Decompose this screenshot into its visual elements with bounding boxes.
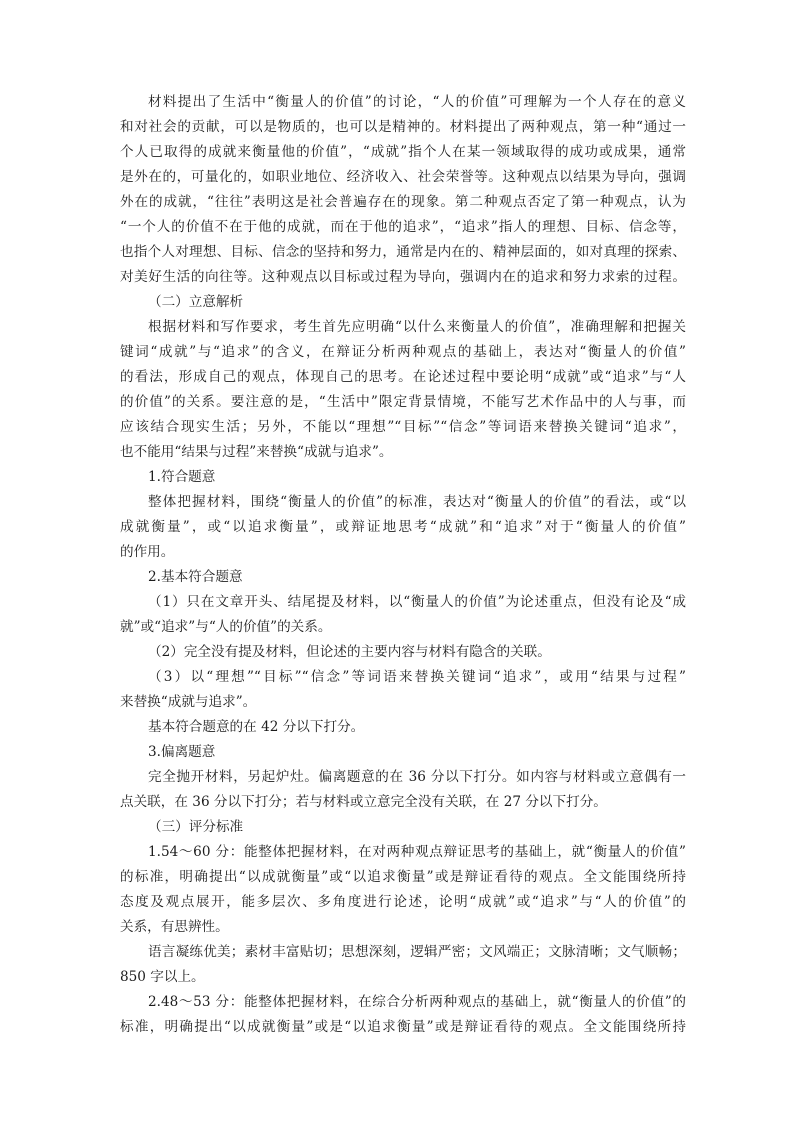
text-line: “一个人的价值不在于他的成就，而在于他的追求”，“追求”指人的理想、目标、信念等， xyxy=(120,219,686,235)
text-line: 850 字以上。 xyxy=(120,969,205,985)
section-heading: （二）立意解析 xyxy=(148,294,244,310)
text-line: 个人已取得的成就来衡量他的价值”，“成就”指个人在某一领域取得的成功或成果，通常 xyxy=(120,144,686,160)
text-line: 整体把握材料，围绕“衡量人的价值”的标准，表达对“衡量人的价值”的看法，或“以 xyxy=(148,494,686,510)
text-line: 对美好生活的向往等。这种观点以目标或过程为导向，强调内在的追求和努力求索的过程。 xyxy=(120,269,686,285)
text-line: （2）完全没有提及材料，但论述的主要内容与材料有隐含的关联。 xyxy=(148,644,551,660)
paragraph-fit xyxy=(120,490,686,565)
text-line: 的价值”的关系。要注意的是，“生活中”限定背景情境，不能写艺术作品中的人与事，而 xyxy=(120,394,686,410)
paragraph-off-topic xyxy=(120,765,686,815)
text-line: 语言凝练优美；素材丰富贴切；思想深刻，逻辑严密；文风端正；文脉清晰；文气顺畅； xyxy=(148,944,686,960)
list-item xyxy=(120,665,686,715)
text-line: 关系，有思辨性。 xyxy=(120,919,229,935)
score-note: 基本符合题意的在 42 分以下打分。 xyxy=(148,719,365,735)
paragraph-level-1 xyxy=(120,840,686,940)
subsection-heading: 1.符合题意 xyxy=(148,469,216,485)
paragraph-level-1-language xyxy=(120,940,686,990)
list-item xyxy=(120,640,686,665)
text-line: 标准，明确提出“以成就衡量”或是“以追求衡量”或是辩证看待的观点。全文能围绕所持 xyxy=(120,1019,686,1035)
text-line: 1.54～60 分：能整体把握材料，在对两种观点辩证思考的基础上，就“衡量人的价值” xyxy=(148,844,686,860)
text-line: 成就衡量”，或“以追求衡量”，或辩证地思考“成就”和“追求”对于“衡量人的价值” xyxy=(120,519,686,535)
text-line: 也指个人对理想、目标、信念的坚持和努力，通常是内在的、精神层面的，如对真理的探索、 xyxy=(120,244,686,260)
text-line: 的作用。 xyxy=(120,544,175,560)
text-line: （3）以“理想”“目标”“信念”等词语来替换关键词“追求”，或用“结果与过程” xyxy=(148,669,686,685)
text-line: 键词“成就”与“追求”的含义，在辩证分析两种观点的基础上，表达对“衡量人的价值” xyxy=(120,344,686,360)
paragraph-level-2 xyxy=(120,990,686,1040)
text-line: 应该结合现实生活；另外，不能以“理想”“目标”“信念”等词语来替换关键词“追求”， xyxy=(120,419,686,435)
text-line: 的看法，形成自己的观点，体现自己的思考。在论述过程中要论明“成就”或“追求”与“人 xyxy=(120,369,686,385)
paragraph-intro xyxy=(120,315,686,465)
text-line: 来替换“成就与追求”。 xyxy=(120,694,257,710)
document-body xyxy=(120,90,686,1040)
text-line: 和对社会的贡献，可以是物质的，也可以是精神的。材料提出了两种观点，第一种“通过一 xyxy=(120,119,686,135)
text-line: 完全抛开材料，另起炉灶。偏离题意的在 36 分以下打分。如内容与材料或立意偶有一 xyxy=(148,769,686,785)
text-line: 也不能用“结果与过程”来替换“成就与追求”。 xyxy=(120,444,393,460)
paragraph-overview xyxy=(120,90,686,290)
text-line: 就”或“追求”与“人的价值”的关系。 xyxy=(120,619,332,635)
text-line: 外在的成就，“往往”表明这是社会普遍存在的现象。第二种观点否定了第一种观点，认为 xyxy=(120,194,686,210)
section-heading: （三）评分标准 xyxy=(148,819,244,835)
text-line: 点关联，在 36 分以下打分；若与材料或立意完全没有关联，在 27 分以下打分。 xyxy=(120,794,607,810)
text-line: 2.48～53 分：能整体把握材料，在综合分析两种观点的基础上，就“衡量人的价值”的 xyxy=(148,994,686,1010)
subsection-heading: 2.基本符合题意 xyxy=(148,569,243,585)
text-line: 根据材料和写作要求，考生首先应明确“以什么来衡量人的价值”，准确理解和把握关 xyxy=(148,319,686,335)
text-line: 材料提出了生活中“衡量人的价值”的讨论，“人的价值”可理解为一个人存在的意义 xyxy=(148,94,686,110)
text-line: （1）只在文章开头、结尾提及材料，以“衡量人的价值”为论述重点，但没有论及“成 xyxy=(148,594,686,610)
text-line: 是外在的，可量化的，如职业地位、经济收入、社会荣誉等。这种观点以结果为导向，强调 xyxy=(120,169,686,185)
text-line: 的标准，明确提出“以成就衡量”或“以追求衡量”或是辩证看待的观点。全文能围绕所持 xyxy=(120,869,686,885)
text-line: 态度及观点展开，能多层次、多角度进行论述，论明“成就”或“追求”与“人的价值”的 xyxy=(120,894,686,910)
subsection-heading: 3.偏离题意 xyxy=(148,744,216,760)
list-item xyxy=(120,590,686,640)
